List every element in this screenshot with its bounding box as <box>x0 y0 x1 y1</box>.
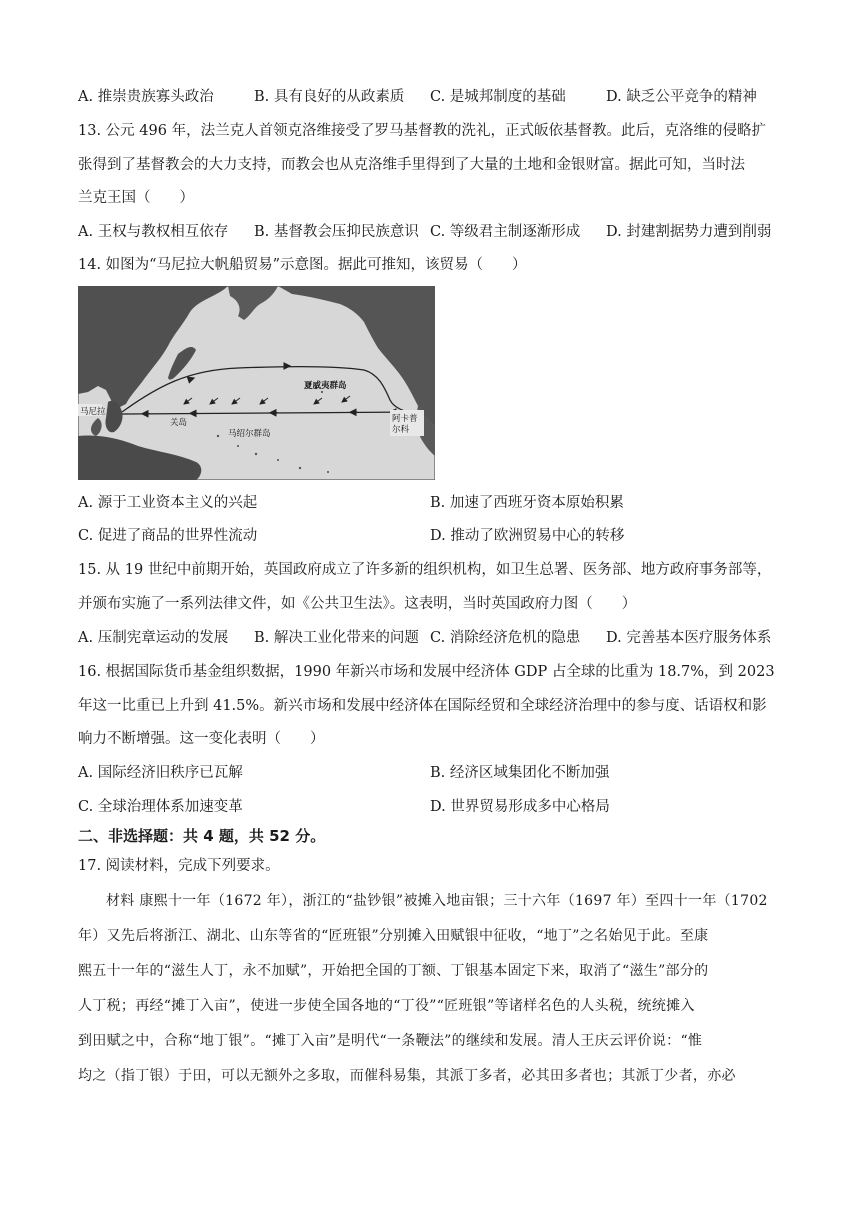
map-label-acapulco-1: 阿卡普 <box>392 414 418 424</box>
q14-stem: 14. 如图为“马尼拉大帆船贸易”示意图。据此可推知，该贸易（ ） <box>78 257 527 273</box>
manila-galleon-trade-map <box>78 286 435 480</box>
q17-material-line-6: 均之（指丁银）于田，可以无额外之多取，而催科易集，其派丁多者，必其田多者也；其派丁少者，亦必 <box>78 1068 736 1084</box>
q16-stem-line-1: 16. 根据国际货币基金组织数据，1990 年新兴市场和发展中经济体 GDP 占全球的比重为 18.7%，到 2023 <box>78 664 775 680</box>
q13-option-d: D. 封建割据势力遭到削弱 <box>606 224 772 240</box>
q13-stem-line-1: 13. 公元 496 年，法兰克人首领克洛维接受了罗马基督教的洗礼，正式皈依基督教。此后，克洛维的侵略扩 <box>78 123 767 139</box>
q17-material-line-5: 到田赋之中，合称“地丁银”。“摊丁入亩”是明代“一条鞭法”的继续和发展。清人王庆云评价说：“惟 <box>78 1033 703 1049</box>
q12-option-d: D. 缺乏公平竞争的精神 <box>606 89 757 105</box>
q13-stem-line-2: 张得到了基督教会的大力支持，而教会也从克洛维手里得到了大量的土地和金银财富。据此可知，当时法 <box>78 157 745 173</box>
q13-option-b: B. 基督教会压抑民族意识 <box>254 224 419 240</box>
q15-stem-line-2: 并颁布实施了一系列法律文件，如《公共卫生法》。这表明，当时英国政府力图（ ） <box>78 596 637 612</box>
q13-stem-line-3: 兰克王国（ ） <box>78 190 194 206</box>
q17-stem: 17. 阅读材料，完成下列要求。 <box>78 858 280 874</box>
q16-option-a: A. 国际经济旧秩序已瓦解 <box>78 765 243 781</box>
q14-option-c: C. 促进了商品的世界性流动 <box>78 528 258 544</box>
q16-stem-line-2: 年这一比重已上升到 41.5%。新兴市场和发展中经济体在国际经贸和全球经济治理中的参与度、话语权和影 <box>78 698 767 714</box>
q12-option-c: C. 是城邦制度的基础 <box>430 89 566 105</box>
map-label-acapulco-2: 尔科 <box>392 425 410 435</box>
q17-material-line-1: 材料 康熙十一年（1672 年），浙江的“盐钞银”被摊入地亩银；三十六年（1697 年）至四十一年（1702 <box>106 893 768 909</box>
map-label-hawaii: 夏威夷群岛 <box>304 381 347 391</box>
section-heading: 二、非选择题：共 4 题，共 52 分。 <box>78 827 326 845</box>
q16-option-d: D. 世界贸易形成多中心格局 <box>430 799 610 815</box>
q14-option-d: D. 推动了欧洲贸易中心的转移 <box>430 528 625 544</box>
q16-option-b: B. 经济区域集团化不断加强 <box>430 765 610 781</box>
map-label-guam: 关岛 <box>170 418 188 428</box>
map-label-marshall: 马绍尔群岛 <box>228 429 271 439</box>
q17-material-line-4: 人丁税；再经“摊丁入亩”，使进一步使全国各地的“丁役”“匠班银”等诸样名色的人头税，统统摊入 <box>78 998 695 1014</box>
q12-option-b: B. 具有良好的从政素质 <box>254 89 405 105</box>
map-label-manila: 马尼拉 <box>80 407 106 417</box>
q13-option-c: C. 等级君主制逐渐形成 <box>430 224 581 240</box>
q14-option-a: A. 源于工业资本主义的兴起 <box>78 495 258 511</box>
q15-option-c: C. 消除经济危机的隐患 <box>430 630 581 646</box>
q17-material-line-2: 年）又先后将浙江、湖北、山东等省的“匠班银”分别摊入田赋银中征收，“地丁”之名始见于此。至康 <box>78 928 709 944</box>
q16-stem-line-3: 响力不断增强。这一变化表明（ ） <box>78 731 325 747</box>
q17-material-line-3: 熙五十一年的“滋生人丁，永不加赋”，开始把全国的丁额、丁银基本固定下来，取消了“滋生”部分的 <box>78 963 709 979</box>
q15-option-b: B. 解决工业化带来的问题 <box>254 630 419 646</box>
q12-option-a: A. 推崇贵族寡头政治 <box>78 89 214 105</box>
q16-option-c: C. 全球治理体系加速变革 <box>78 799 243 815</box>
q14-option-b: B. 加速了西班牙资本原始积累 <box>430 495 624 511</box>
q15-option-d: D. 完善基本医疗服务体系 <box>606 630 772 646</box>
q15-option-a: A. 压制宪章运动的发展 <box>78 630 229 646</box>
q13-option-a: A. 王权与教权相互依存 <box>78 224 229 240</box>
q15-stem-line-1: 15. 从 19 世纪中前期开始，英国政府成立了许多新的组织机构，如卫生总署、医务部、地方政府事务部等， <box>78 562 772 578</box>
